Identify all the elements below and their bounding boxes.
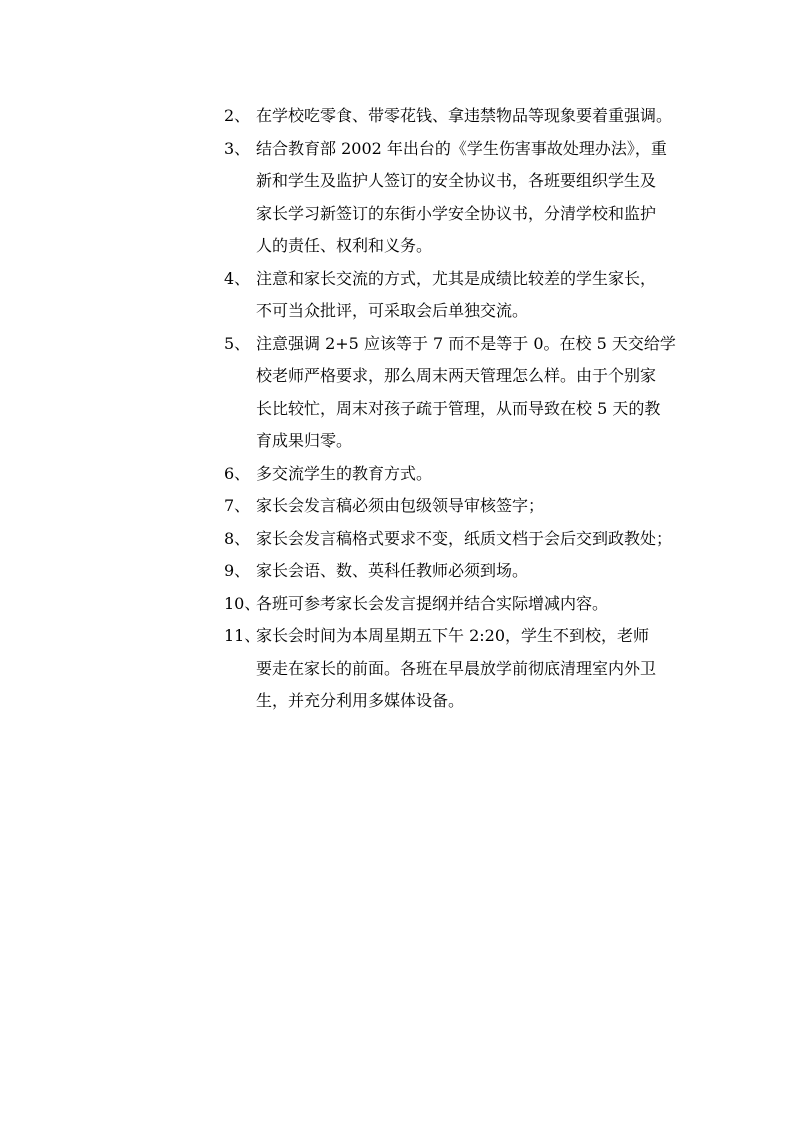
item-text-line: 不可当众批评，可采取会后单独交流。 [256, 301, 529, 320]
item-text-line: 注意和家长交流的方式，尤其是成绩比较差的学生家长， [256, 268, 657, 288]
list-item-3 [224, 133, 734, 263]
item-text-line: 家长会时间为本周星期五下午 2:20，学生不到校，老师 [256, 626, 650, 645]
list-item-8 [224, 523, 734, 556]
list-item-9 [224, 555, 734, 588]
item-number: 3、 [224, 138, 251, 158]
item-number: 10、 [224, 593, 261, 613]
list-item-5 [224, 328, 734, 458]
item-text-line: 长比较忙，周末对孩子疏于管理，从而导致在校 5 天的教 [256, 398, 661, 418]
item-number: 4、 [224, 268, 251, 288]
list-item-6 [224, 458, 734, 491]
list-item-10 [224, 588, 734, 621]
item-text-line: 新和学生及监护人签订的安全协议书，各班要组织学生及 [256, 171, 657, 190]
item-text-line: 家长会发言稿格式要求不变，纸质文档于会后交到政教处； [256, 528, 673, 548]
item-number: 9、 [224, 561, 251, 580]
item-number: 11、 [224, 626, 261, 645]
item-text-line: 要走在家长的前面。各班在早晨放学前彻底清理室内外卫 [256, 658, 657, 678]
item-number: 8、 [224, 528, 251, 548]
item-text-line: 家长会语、数、英科任教师必须到场。 [256, 561, 529, 580]
item-text-line: 校老师严格要求，那么周末两天管理怎么样。由于个别家 [256, 366, 657, 385]
item-text-line: 结合教育部 2002 年出台的《学生伤害事故处理办法》，重 [256, 138, 667, 158]
numbered-list [224, 100, 734, 718]
item-text-line: 各班可参考家长会发言提纲并结合实际增减内容。 [256, 593, 609, 613]
item-number: 6、 [224, 463, 251, 483]
item-number: 7、 [224, 496, 251, 515]
item-text-line: 育成果归零。 [256, 431, 353, 450]
list-item-4 [224, 263, 734, 328]
list-item-2 [224, 100, 734, 133]
item-number: 5、 [224, 333, 251, 353]
list-item-7 [224, 490, 734, 523]
item-text-line: 家长会发言稿必须由包级领导审核签字； [256, 496, 545, 515]
item-text-line: 多交流学生的教育方式。 [256, 463, 433, 483]
item-text-line: 在学校吃零食、带零花钱、拿违禁物品等现象要着重强调。 [256, 106, 673, 125]
list-item-11 [224, 620, 734, 718]
item-text-line: 注意强调 2+5 应该等于 7 而不是等于 0。在校 5 天交给学 [256, 333, 676, 353]
item-text-line: 家长学习新签订的东街小学安全协议书，分清学校和监护 [256, 203, 657, 223]
item-text-line: 人的责任、权利和义务。 [256, 236, 433, 255]
item-number: 2、 [224, 106, 251, 125]
item-text-line: 生，并充分利用多媒体设备。 [256, 691, 465, 710]
